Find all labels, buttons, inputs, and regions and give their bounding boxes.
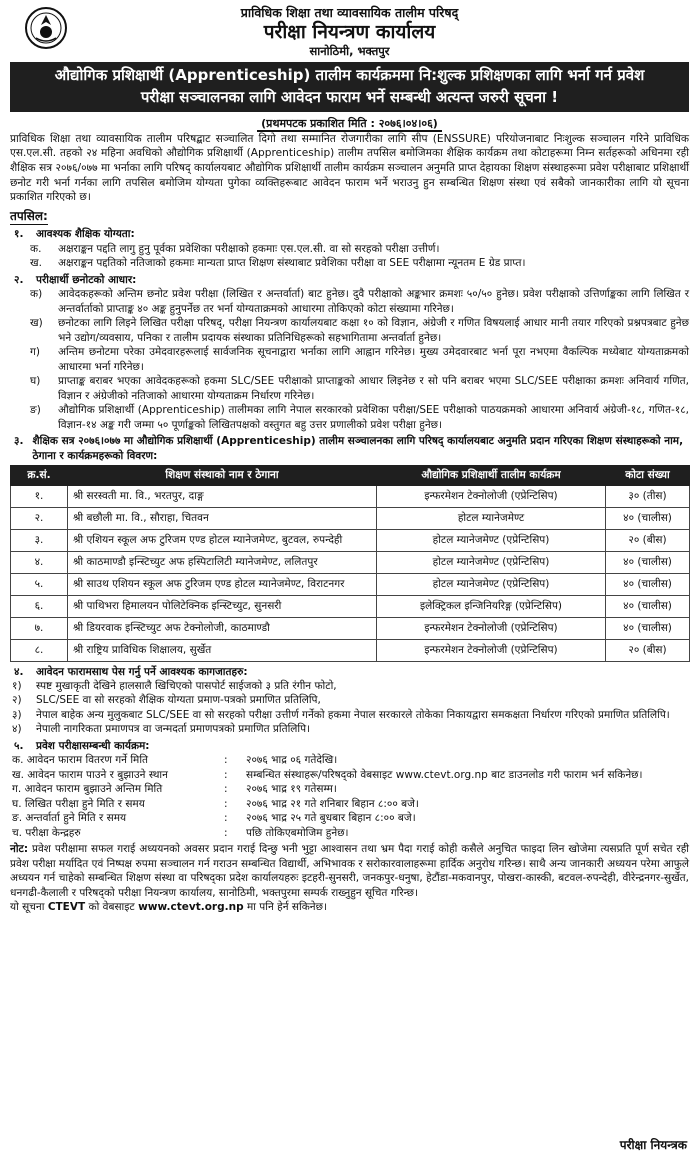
item-key: ग) [30,346,41,359]
cell-institution: श्री काठमाण्डौ इन्स्टिच्युट अफ हस्पिटालिटी म्यानेजमेण्ट, ललितपुर [68,551,377,573]
item-text: नेपाल बाहेक अन्य मुलुकबाट SLC/SEE वा सो सरहको परीक्षा उत्तीर्ण गर्नेको हकमा नेपाल सरकारले तोकेका निकायद्वारा समकक्षता निर्धारण गरिएको प्रमाणित प्रतिलिपि। [36,708,670,721]
item-key: ३) [12,708,22,721]
schedule-label: ग. आवेदन फाराम बुझाउने अन्तिम मिति [12,783,163,796]
table-row [11,617,690,639]
item-key: १) [12,679,22,692]
schedule-row [12,811,689,825]
cell-program: होटल म्यानेजमेण्ट (एप्रेन्टिसिप) [377,551,606,573]
col-header-quota: कोटा संख्या [606,466,690,485]
website-link[interactable]: www.ctevt.org.np [138,901,244,914]
section-title: परीक्षार्थी छनोटको आधार: [36,273,137,286]
cell-program: होटल म्यानेजमेण्ट [377,507,606,529]
cell-quota: ४० (चालीस) [606,595,690,617]
cell-sn: २. [11,507,68,529]
cell-sn: १. [11,485,68,507]
cell-sn: ७. [11,617,68,639]
list-item [30,374,689,403]
cell-quota: २० (बीस) [606,529,690,551]
cell-program: होटल म्यानेजमेण्ट (एप्रेन्टिसिप) [377,529,606,551]
section-title: प्रवेश परीक्षासम्बन्धी कार्यक्रम: [36,739,150,752]
banner-line-2: परीक्षा सञ्चालनका लागि आवेदन फाराम भर्ने सम्बन्धी अत्यन्त जरुरी सूचना ! [140,87,559,106]
item-key: ख) [30,317,43,330]
table-row [11,529,690,551]
cell-institution: श्री पाथिभरा हिमालयन पोलिटेक्निक इन्स्टिच्युट, सुनसरी [68,595,377,617]
cell-quota: २० (बीस) [606,639,690,661]
item-key: ४) [12,723,22,736]
web-org: CTEVT [47,901,86,914]
list-item [30,287,689,316]
table-row [11,551,690,573]
cell-sn: ६. [11,595,68,617]
section-number: १. [14,228,24,241]
cell-quota: ३० (तीस) [606,485,690,507]
item-text: प्राप्ताङ्क बराबर भएका आवेदकहरूको हकमा SLC/SEE परीक्षाको प्राप्ताङ्कको आधार लिइनेछ र सो पनि बराबर भएमा SLC/SEE परीक्षाका क्रमशः अनिवार्य गणित, विज्ञान र अंग्रेजीको नतिजाको आधारमा योग्यताक्रम निर्धारण गरिनेछ। [58,375,689,402]
cell-sn: ४. [11,551,68,573]
table-row [11,595,690,617]
list-item [12,708,689,722]
org-name: प्राविधिक शिक्षा तथा व्यावसायिक तालीम परिषद् [240,5,459,20]
section-number: ४. [14,665,24,678]
list-item [12,693,689,707]
schedule-label: घ. लिखित परीक्षा हुने मिति र समय [12,797,145,810]
item-text: अन्तिम छनोटमा परेका उमेदवारहरूलाई सार्वजनिक सूचनाद्वारा भर्नाका लागि आह्वान गरिनेछ। मुख्य उमेदवारबाट भर्ना पूरा नभएमा वैकल्पिक मध्येबाट योग्यताक्रमको आधारमा भर्ना गरिनेछ। [58,346,689,373]
schedule-row [12,782,689,796]
list-item [12,722,689,736]
list-item [30,403,689,432]
cell-sn: ३. [11,529,68,551]
list-item [12,679,689,693]
institutions-table [10,465,690,661]
banner-line-1: औद्योगिक प्रशिक्षार्थी (Apprenticeship) तालीम कार्यक्रममा नि:शुल्क प्रशिक्षणका लागि भर्ना गर्न प्रवेश [54,66,645,84]
item-text: छनोटका लागि लिइने लिखित परीक्षा परिषद्, परीक्षा नियन्त्रण कार्यालयबाट कक्षा १० को विज्ञान, अंग्रेजी र गणित विषयलाई आधार मानी तयार गरिएको प्रश्नपत्रबाट हुनेछ भने उद्योग/व्यवसाय, पनिका र तालीम प्रदायक संस्थाका प्रतिनिधिहरूको सहभागितामा अन्तर्वार्ता हुनेछ। [58,317,689,344]
cell-quota: ४० (चालीस) [606,573,690,595]
web-prefix: यो सूचना [10,901,45,914]
schedule-label: ख. आवेदन फाराम पाउने र बुझाउने स्थान [12,768,168,781]
cell-institution: श्री सरस्वती मा. वि., भरतपुर, दाङ्ग [68,485,377,507]
table-header-row [11,466,690,485]
item-key: ङ) [30,404,41,417]
publish-date-text: (प्रथमपटक प्रकाशित मिति : २०७६।०४।०६) [257,117,442,132]
item-key: क) [30,288,43,301]
schedule-value: २०७६ भाद्र ०६ गतेदेखि। [246,754,338,767]
item-text: औद्योगिक प्रशिक्षार्थी (Apprenticeship) तालीमका लागि नेपाल सरकारको प्रवेशिका परीक्षा/SEE परीक्षाको पाठयक्रमको आधारमा अनिवार्य अंग्रेजी-१८, गणित-१८, विज्ञान-१४ अङ्क गरी जम्मा ५० पूर्णाङ्कको लिखितपक्षको वस्तुगत बहु उत्तर प्रणालीको प्रवेश परीक्षा हुनेछ। [58,404,689,431]
schedule-sep: : [224,812,228,825]
office-name: परीक्षा नियन्त्रण कार्यालय [263,21,436,44]
details-heading: तपसिल: [10,208,48,226]
web-suffix: मा पनि हेर्न सकिनेछ। [246,901,327,914]
schedule-value: पछि तोकिएबमोजिम हुनेछ। [246,826,349,839]
table-row [11,573,690,595]
section-number: २. [14,273,24,286]
section-heading [10,434,689,463]
schedule-row [12,797,689,811]
item-key: २) [12,694,22,707]
section-heading [10,273,689,287]
cell-program: होटल म्यानेजमेण्ट (एप्रेन्टिसिप) [377,573,606,595]
table-row [11,639,690,661]
item-text: स्पष्ट मुखाकृती देखिने हालसालै खिचिएको पासपोर्ट साईजको ३ प्रति रंगीन फोटो, [36,679,337,692]
cell-institution: श्री साउथ एशियन स्कूल अफ टुरिजम एण्ड होटल म्यानेजमेण्ट, विराटनगर [68,573,377,595]
note-text: प्रवेश परीक्षामा सफल गराई अध्ययनको अवसर प्रदान गराई दिन्छु भनी भुट्टा आश्वासन तथा भ्रम पैदा गराई कोही कसैले अनुचित फाइदा लिन खोजेमा त्यसप्रति पूर्ण सचेत रही प्रवेश परीक्षा मर्यादित एवं निष्पक्ष रुपमा सञ्चालन गर्न गराउन सम्बन्धित विद्यार्थी, अभिभावक र सरोकारवालाहरूमा हार्दिक अनुरोध गरिन्छ। साथै अन्य जानकारी अध्ययन परेमा आफुले अध्ययन गर्न चाहेको सम्बन्धित शिक्षण संस्था वा परिषद्का प्रदेश कार्यालयहरुः इटहरी-सुनसरी, जनकपुर-धनुषा, हेटौंडा-मकवानपुर, पोखरा-कास्की, बटवल-रुपन्देही, वीरेन्द्रनगर-सुर्खेत, धनगढी-कैलाली र परिषद्को परीक्षा नियन्त्रण कार्यालय, सानोठिमी, भक्तपुरमा सम्पर्क राख्नुहुन सूचित गरिन्छ। [10,843,689,899]
section-title: आवश्यक शैक्षिक योग्यता: [36,228,135,241]
cell-program: इन्फरमेशन टेक्नोलोजी (एप्रेन्टिसिप) [377,639,606,661]
section-heading [10,227,689,241]
cell-program: इन्फरमेशन टेक्नोलोजी (एप्रेन्टिसिप) [377,617,606,639]
schedule-row [12,826,689,840]
item-text: आवेदकहरूको अन्तिम छनोट प्रवेश परीक्षा (लिखित र अन्तर्वार्ता) बाट हुनेछ। दुवै परीक्षाको अङ्कभार क्रमशः ५०/५० हुनेछ। प्रवेश परीक्षाको उत्तिर्णाङ्कका लागि लिखित र अन्तर्वार्ताको प्राप्ताङ्क ४० अङ्क हुनुपर्नेछ तर भर्ना योग्यताक्रमको आधारमा तोकिएको कोटा संख्यामा गरिनेछ। [58,288,689,315]
section-number: ५. [14,739,24,752]
title-banner [10,62,689,112]
section-title: शैक्षिक सत्र २०७६।०७७ मा औद्योगिक प्रशिक्षार्थी (Apprenticeship) तालीम सञ्चालनका लागि परिषद् कार्यालयबाट अनुमति प्रदान गरिएका शिक्षण संस्थाहरूको नाम, ठेगाना र कार्यक्रमहरूको विवरण: [32,435,684,462]
publish-date [10,116,689,131]
schedule-value: सम्बन्धित संस्थाहरू/परिषद्को वेबसाइट www.ctevt.org.np बाट डाउनलोड गरी फाराम भर्न सकिनेछ। [246,768,643,781]
section-title: आवेदन फारामसाथ पेस गर्नु पर्ने आवश्यक कागजातहरु: [36,665,248,678]
item-text: नेपाली नागरिकता प्रमाणपत्र वा जन्मदर्ता प्रमाणपत्रको प्रमाणित प्रतिलिपि। [36,723,311,736]
cell-institution: श्री राष्ट्रिय प्राविधिक शिक्षालय, सुर्खेत [68,639,377,661]
cell-institution: श्री बछौली मा. वि., सौराहा, चितवन [68,507,377,529]
item-text: अक्षराङ्कन पद्दति लागु हुनु पूर्वका प्रवेशिका परीक्षाको हकमाः एस.एल.सी. वा सो सरहको परीक्षा उत्तीर्ण। [58,242,440,255]
schedule-value: २०७६ भाद्र २५ गते बुधबार बिहान ८:०० बजे। [246,812,416,825]
item-text: SLC/SEE वा सो सरहको शैक्षिक योग्यता प्रमाण-पत्रको प्रमाणित प्रतिलिपि, [36,694,321,707]
schedule-sep: : [224,783,228,796]
schedule-label: क. आवेदन फाराम वितरण गर्ने मिति [12,754,149,767]
cell-sn: ५. [11,573,68,595]
col-header-institution: शिक्षण संस्थाको नाम र ठेगाना [68,466,377,485]
item-key: क. [30,242,42,255]
list-item [30,345,689,374]
schedule-row [12,753,689,767]
list-item [30,256,689,270]
cell-institution: श्री डियरवाक इन्स्टिच्युट अफ टेक्नोलोजी, काठमाण्डौ [68,617,377,639]
item-key: ख. [30,257,42,270]
item-key: घ) [30,375,41,388]
note-label: नोट: [10,843,29,856]
section-number: ३. [14,435,24,448]
schedule-value: २०७६ भाद्र २१ गते शनिबार बिहान ८:०० बजे। [246,797,419,810]
note-paragraph [10,842,689,914]
cell-quota: ४० (चालीस) [606,507,690,529]
signature: परीक्षा नियन्त्रक [619,1138,687,1153]
cell-institution: श्री एशियन स्कूल अफ टुरिजम एण्ड होटल म्यानेजमेण्ट, बुटवल, रुपन्देही [68,529,377,551]
schedule-label: च. परीक्षा केन्द्रहरु [12,826,81,839]
schedule-sep: : [224,797,228,810]
header [10,4,689,60]
table-row [11,485,690,507]
office-location: सानोठिमी, भक्तपुर [309,44,390,59]
nepal-emblem-icon [24,6,68,50]
col-header-program: औद्योगिक प्रशिक्षार्थी तालीम कार्यक्रम [377,466,606,485]
schedule-label: ङ. अन्तर्वार्ता हुने मिति र समय [12,812,127,825]
cell-program: इलेक्ट्रिकल इन्जिनियरिङ्ग (एप्रेन्टिसिप) [377,595,606,617]
schedule-row [12,768,689,782]
schedule-sep: : [224,826,228,839]
list-item [30,316,689,345]
table-row [11,507,690,529]
schedule-sep: : [224,754,228,767]
intro-paragraph: प्राविधिक शिक्षा तथा व्यावसायिक तालीम परिषद्बाट सञ्चालित दिगो तथा सम्मानित रोजगारीका लागि सीप (ENSSURE) परियोजनाबाट निःशुल्क सञ्चालन गरिने प्राविधिक एस.एल.सी. तहको २४ महिना अवधिको औद्योगिक प्रशिक्षार्थी (Apprenticeship) तालीम तपसिल बमोजिमका शैक्षिक कार्यक्रम तथा कोटाहरूमा निम्न सर्तहरूको अधिनमा रही शैक्षिक सत्र २०७६/०७७ मा भर्नाका लागि परिषद् कार्यालयबाट औद्योगिक प्रशिक्षार्थी तालीम कार्यक्रम सञ्चालन अनुमति प्राप्त देहायका शिक्षण संस्थाहरूमा प्रवेश परीक्षाबाट प्रशिक्षार्थी छनोट गरी भर्ना गर्नका लागि तपसिल बमोजिम योग्यता पुगेका व्यक्तिहरूबाट आवेदन फाराम भर्ने भराउनु हुन सम्बन्धित शिक्षण संस्था एवं सबैको जानकारीका लागि यो सूचना प्रकाशित गरिएको छ। [10,132,689,204]
section-heading [10,665,689,679]
cell-sn: ८. [11,639,68,661]
schedule-sep: : [224,768,228,781]
section-heading [10,739,689,753]
schedule-value: २०७६ भाद्र १९ गतेसम्म। [246,783,337,796]
cell-quota: ४० (चालीस) [606,551,690,573]
cell-program: इन्फरमेशन टेक्नोलोजी (एप्रेन्टिसिप) [377,485,606,507]
cell-quota: ४० (चालीस) [606,617,690,639]
item-text: अक्षराङ्कन पद्दतिको नतिजाको हकमाः मान्यता प्राप्त शिक्षण संस्थाबाट प्रवेशिका परीक्षा वा SEE परीक्षामा न्यूनतम E ग्रेड प्राप्त। [58,257,526,270]
web-mid: को वेबसाइट [88,901,135,914]
list-item [30,242,689,256]
col-header-sn: क्र.सं. [11,466,68,485]
